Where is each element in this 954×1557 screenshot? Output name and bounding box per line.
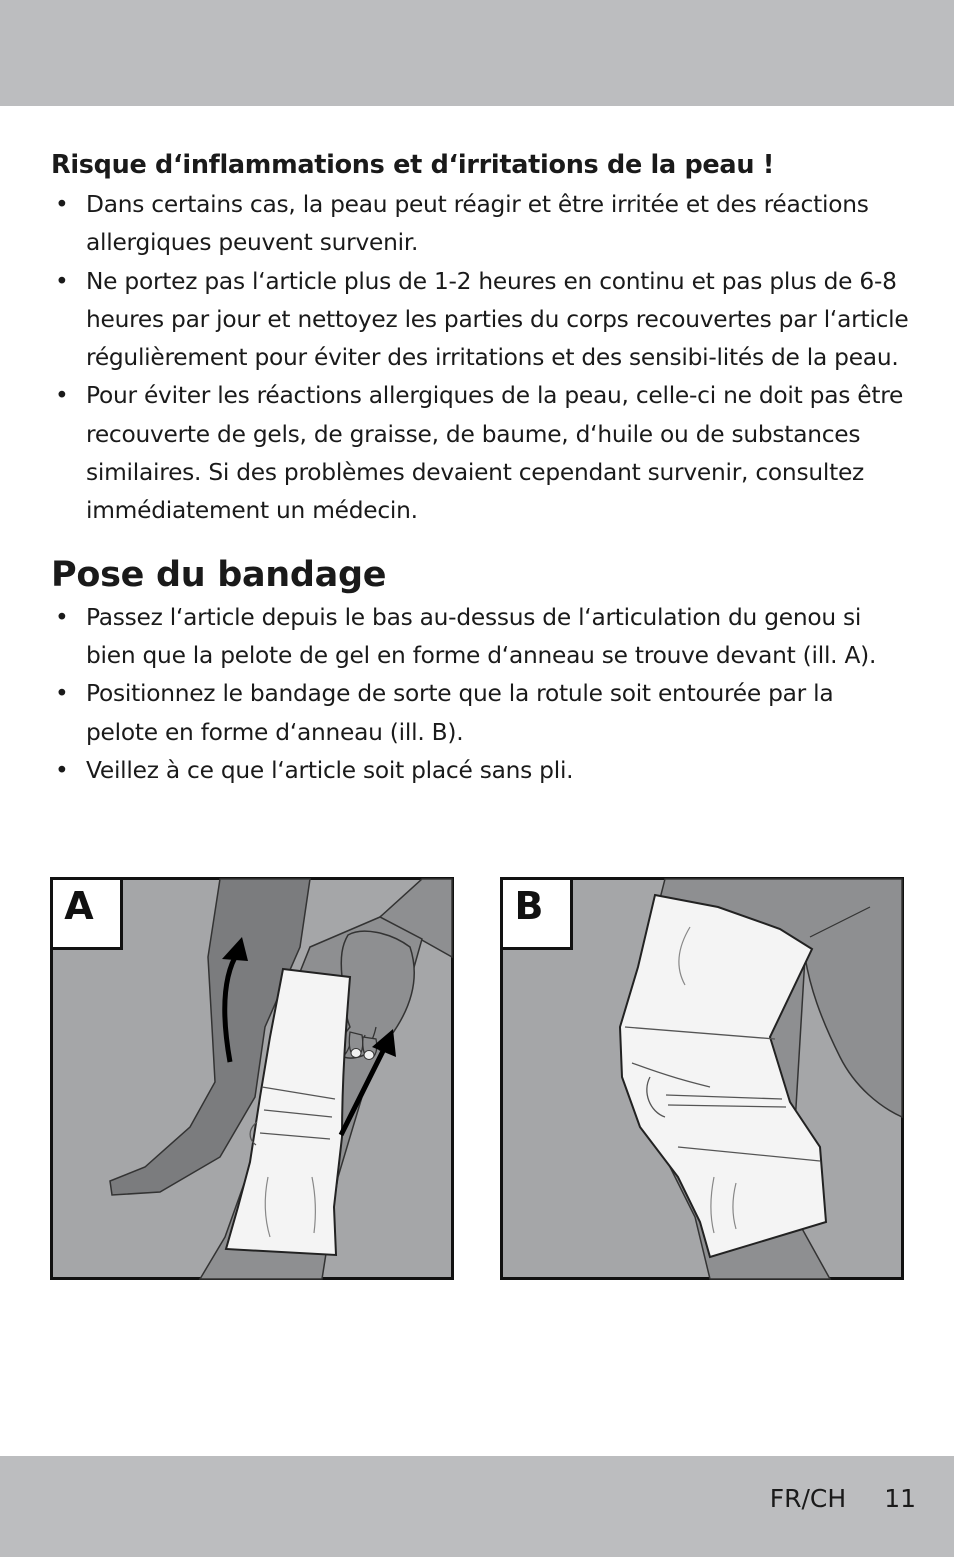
instructions-list (51, 599, 911, 790)
list-item-text: Veillez à ce que l‘article soit placé sans pli. (86, 756, 574, 784)
list-item-text: Dans certains cas, la peau peut réagir et être irritée et des réactions allergiques peuvent survenir. (86, 191, 869, 257)
list-item (51, 675, 911, 752)
bullet-icon: • (55, 191, 69, 218)
list-item (51, 186, 911, 263)
list-item (51, 752, 911, 790)
page-content (51, 146, 911, 790)
warning-title: Risque d‘inflammations et d‘irritations de la peau ! (51, 150, 775, 180)
list-item-text: Pour éviter les réactions allergiques de la peau, celle-ci ne doit pas être recouverte de gels, de graisse, de baume, d‘huile ou de substances similaires. Si des problèmes devaient cependant survenir, consultez immédiatement un médecin. (86, 382, 904, 525)
bullet-icon: • (55, 680, 69, 708)
header-band (0, 0, 954, 106)
list-item (51, 599, 911, 676)
illustrations (50, 877, 904, 1280)
bullet-icon: • (55, 603, 69, 631)
list-item (51, 263, 911, 378)
bullet-icon: • (55, 756, 69, 784)
list-item-text: Ne portez pas l‘article plus de 1-2 heures en continu et pas plus de 6-8 heures par jour et nettoyez les parties du corps recouvertes par l‘article régulièrement pour éviter des irritations et des sensibi-lités de la peau. (86, 267, 909, 372)
figure-a-label: A (64, 884, 94, 928)
bullet-icon: • (55, 267, 69, 295)
list-item (51, 377, 911, 530)
page-number: 11 (884, 1484, 916, 1513)
bullet-icon: • (55, 382, 69, 410)
figure-b-label: B (514, 884, 544, 928)
list-item-text: Passez l‘article depuis le bas au-dessus de l‘articulation du genou si bien que la pelote de gel en forme d‘anneau se trouve devant (ill. A). (86, 603, 877, 669)
footer-language: FR/CH (769, 1484, 847, 1513)
illustration-a (50, 877, 454, 1280)
illustration-b-drawing (500, 877, 904, 1280)
warning-list (51, 186, 911, 531)
section-title: Pose du bandage (51, 554, 387, 595)
list-item-text: Positionnez le bandage de sorte que la rotule soit entourée par la pelote en forme d‘anneau (ill. B). (86, 680, 834, 746)
illustration-a-drawing (50, 877, 454, 1280)
illustration-b (500, 877, 904, 1280)
footer (770, 1484, 916, 1513)
